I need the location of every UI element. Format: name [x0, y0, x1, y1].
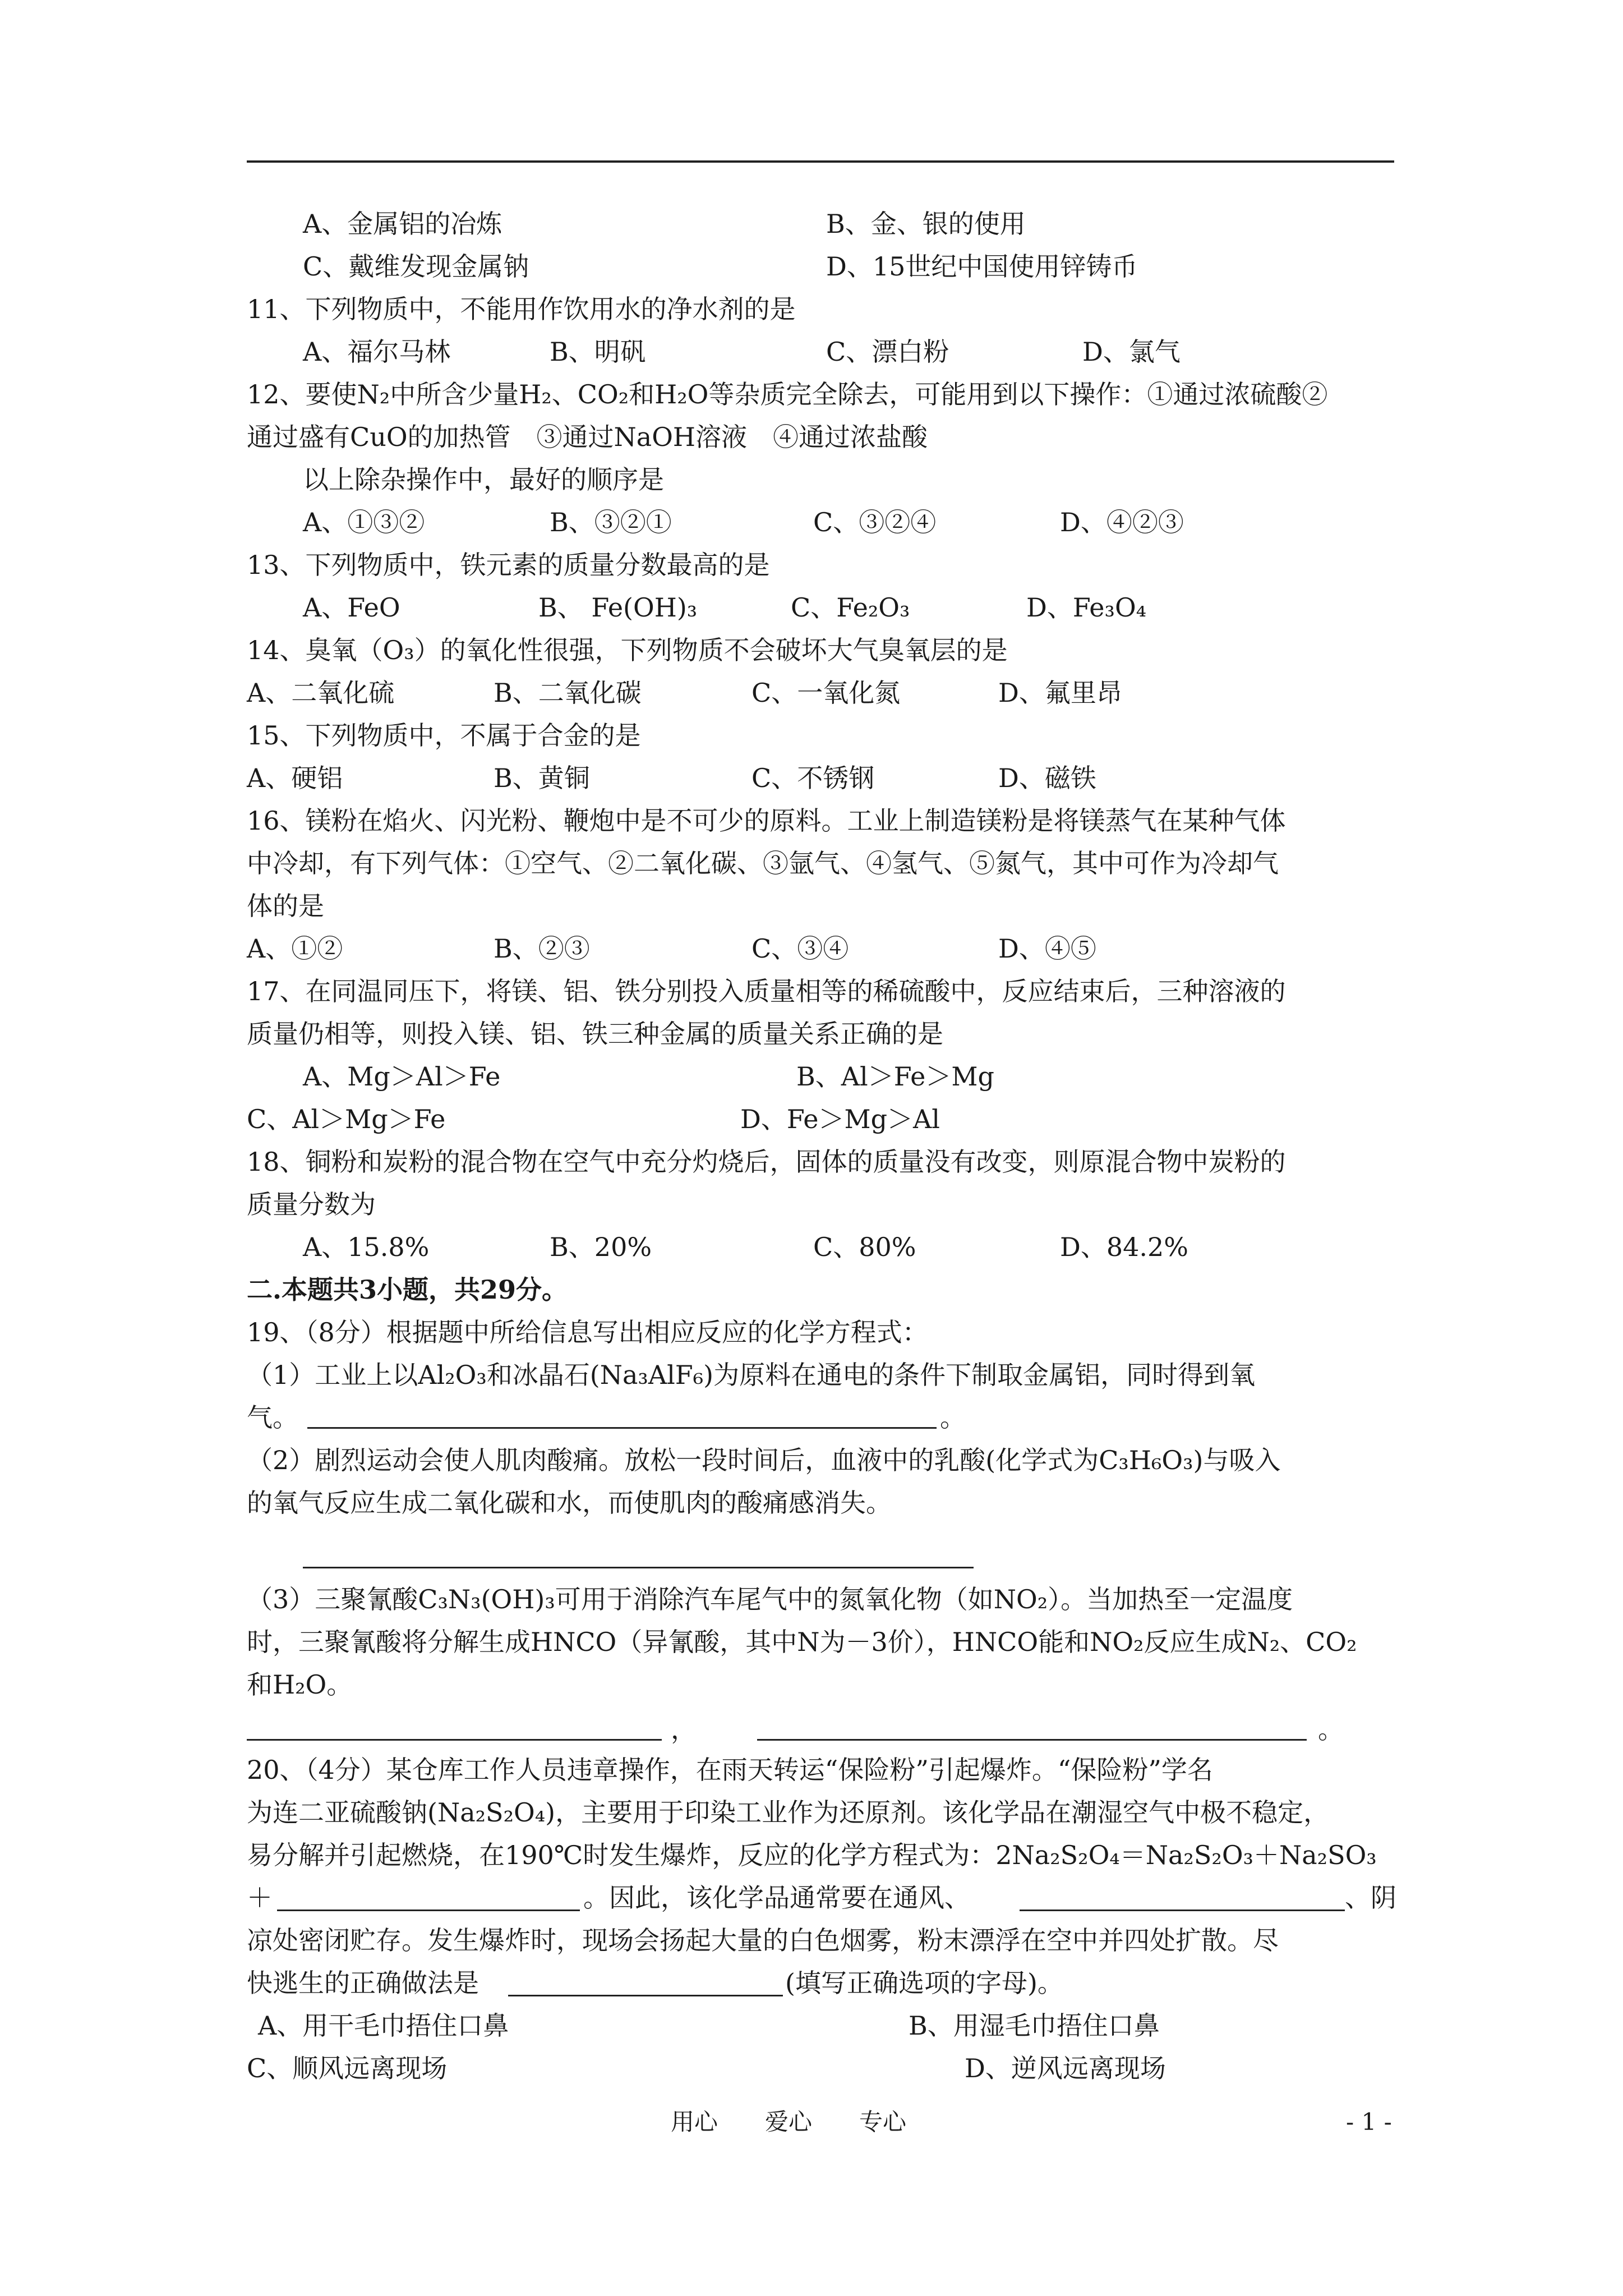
- q11-option-c: C、漂白粉: [826, 337, 949, 367]
- q19-part2-line2: 的氧气反应生成二氧化碳和水，而使肌肉的酸痛感消失。: [247, 1488, 892, 1518]
- q20-line4-plus: ＋: [247, 1883, 273, 1913]
- q13-option-b: B、 Fe(OH)₃: [538, 592, 698, 623]
- q20-option-c: C、顺风远离现场: [247, 2053, 448, 2083]
- q13-option-a: A、FeO: [303, 592, 400, 623]
- q17-option-a: A、Mg＞Al＞Fe: [303, 1061, 501, 1092]
- q19-part3-answer-blank-2[interactable]: [757, 1739, 1307, 1741]
- footer-motto: 用心 爱心 专心: [671, 2108, 907, 2136]
- q20-option-a: A、用干毛巾捂住口鼻: [258, 2010, 509, 2041]
- q19-part1-line1: （1）工业上以Al₂O₃和冰晶石(Na₃AlF₆)为原料在通电的条件下制取金属铝，同时得到氧: [247, 1360, 1256, 1390]
- q15-option-c: C、不锈钢: [751, 763, 875, 793]
- q19-part3-line3: 和H₂O。: [247, 1669, 353, 1700]
- q16-stem-line2: 中冷却，有下列气体：①空气、②二氧化碳、③氩气、④氢气、⑤氮气，其中可作为冷却气: [247, 848, 1279, 878]
- q19-part2-line1: （2）剧烈运动会使人肌肉酸痛。放松一段时间后，血液中的乳酸(化学式为C₃H₆O₃)与吸入: [247, 1445, 1281, 1475]
- q20-escape-blank[interactable]: [508, 1995, 783, 1996]
- q20-stem-line2: 为连二亚硫酸钠(Na₂S₂O₄)，主要用于印染工业作为还原剂。该化学品在潮湿空气中极不稳定，: [247, 1797, 1330, 1828]
- q13-option-d: D、Fe₃O₄: [1026, 592, 1147, 623]
- q19-part3-line2: 时，三聚氰酸将分解生成HNCO（异氰酸，其中N为－3价），HNCO能和NO₂反应生成N₂、CO₂: [247, 1627, 1357, 1657]
- section-2-heading: 二.本题共3小题，共29分。: [247, 1274, 568, 1305]
- q16-option-a: A、①②: [247, 933, 343, 964]
- q12-option-c: C、③②④: [813, 507, 937, 537]
- q16-option-d: D、④⑤: [998, 933, 1096, 964]
- q12-stem-line2: 通过盛有CuO的加热管 ③通过NaOH溶液 ④通过浓盐酸: [247, 422, 928, 452]
- q20-option-d: D、逆风远离现场: [965, 2053, 1166, 2083]
- q15-option-b: B、黄铜: [494, 763, 590, 793]
- q10-option-a: A、金属铝的冶炼: [303, 209, 502, 239]
- q19-part3-answer-blank-1[interactable]: [247, 1739, 662, 1741]
- q12-option-a: A、①③②: [303, 507, 425, 537]
- q13-option-c: C、Fe₂O₃: [791, 592, 910, 623]
- q11-option-a: A、福尔马林: [303, 337, 451, 367]
- q11-stem: 11、下列物质中，不能用作饮用水的净水剂的是: [247, 294, 796, 324]
- q10-option-d: D、15世纪中国使用锌铸币: [826, 251, 1138, 282]
- q14-option-d: D、氟里昂: [998, 678, 1122, 708]
- q14-option-c: C、一氧化氮: [751, 678, 901, 708]
- q17-stem-line2: 质量仍相等，则投入镁、铝、铁三种金属的质量关系正确的是: [247, 1019, 943, 1049]
- header-rule: [247, 160, 1394, 163]
- q19-part1-period: 。: [940, 1402, 966, 1433]
- q19-part1-answer-blank[interactable]: [307, 1427, 937, 1429]
- q12-option-d: D、④②③: [1060, 507, 1184, 537]
- q16-option-b: B、②③: [494, 933, 590, 964]
- q20-line6-start: 快逃生的正确做法是: [247, 1968, 479, 1998]
- q16-stem-line1: 16、镁粉在焰火、闪光粉、鞭炮中是不可少的原料。工业上制造镁粉是将镁蒸气在某种气体: [247, 806, 1286, 836]
- q15-option-d: D、磁铁: [998, 763, 1096, 793]
- q19-stem: 19、（8分）根据题中所给信息写出相应反应的化学方程式：: [247, 1317, 928, 1347]
- q19-part3-period: 。: [1318, 1714, 1344, 1745]
- q18-option-a: A、15.8%: [303, 1232, 430, 1262]
- q20-stem-line1: 20、（4分）某仓库工作人员违章操作，在雨天转运“保险粉”引起爆炸。“保险粉”学名: [247, 1755, 1213, 1785]
- q19-part3-line1: （3）三聚氰酸C₃N₃(OH)₃可用于消除汽车尾气中的氮氧化物（如NO₂）。当加热至一定温度: [247, 1584, 1293, 1614]
- q11-option-b: B、明矾: [550, 337, 646, 367]
- q15-option-a: A、硬铝: [247, 763, 343, 793]
- q17-stem-line1: 17、在同温同压下，将镁、铝、铁分别投入质量相等的稀硫酸中，反应结束后，三种溶液的: [247, 976, 1286, 1006]
- q14-stem: 14、臭氧（O₃）的氧化性很强，下列物质不会破坏大气臭氧层的是: [247, 635, 1008, 665]
- q12-stem-line1: 12、要使N₂中所含少量H₂、CO₂和H₂O等杂质完全除去，可能用到以下操作：①通过浓硫酸②: [247, 379, 1328, 409]
- q14-option-a: A、二氧化硫: [247, 678, 395, 708]
- q19-part3-comma: ，: [671, 1714, 697, 1745]
- q12-option-b: B、③②①: [550, 507, 672, 537]
- q20-line6-end: (填写正确选项的字母)。: [785, 1968, 1063, 1998]
- q15-stem: 15、下列物质中，不属于合金的是: [247, 720, 641, 751]
- q16-stem-line3: 体的是: [247, 891, 324, 921]
- q14-option-b: B、二氧化碳: [494, 678, 642, 708]
- q11-option-d: D、氯气: [1082, 337, 1181, 367]
- q18-stem-line1: 18、铜粉和炭粉的混合物在空气中充分灼烧后，固体的质量没有改变，则原混合物中炭粉的: [247, 1147, 1286, 1177]
- q16-option-c: C、③④: [751, 933, 849, 964]
- q20-line4-end: 、阴: [1345, 1883, 1396, 1913]
- q18-option-d: D、84.2%: [1060, 1232, 1189, 1262]
- q18-option-b: B、20%: [550, 1232, 652, 1262]
- q10-option-c: C、戴维发现金属钠: [303, 251, 529, 282]
- q20-option-b: B、用湿毛巾捂住口鼻: [909, 2010, 1160, 2041]
- q18-option-c: C、80%: [813, 1232, 916, 1262]
- q20-product-blank[interactable]: [277, 1910, 580, 1911]
- page-number: - 1 -: [1346, 2108, 1392, 2136]
- q18-stem-line2: 质量分数为: [247, 1189, 376, 1220]
- q17-option-d: D、Fe＞Mg＞Al: [740, 1104, 940, 1134]
- q20-storage-blank[interactable]: [1020, 1910, 1345, 1911]
- q17-option-b: B、Al＞Fe＞Mg: [796, 1061, 994, 1092]
- q20-line4-mid: 。因此，该化学品通常要在通风、: [583, 1883, 970, 1913]
- q17-option-c: C、Al＞Mg＞Fe: [247, 1104, 446, 1134]
- q19-part1-line2: 气。: [247, 1402, 298, 1433]
- q19-part2-answer-blank[interactable]: [303, 1567, 974, 1568]
- q12-stem-line3: 以上除杂操作中，最好的顺序是: [303, 464, 664, 495]
- q10-option-b: B、金、银的使用: [826, 209, 1026, 239]
- q20-stem-line3: 易分解并引起燃烧，在190℃时发生爆炸，反应的化学方程式为：2Na₂S₂O₄＝Na₂S₂O₃＋Na₂SO₃: [247, 1840, 1377, 1870]
- q13-stem: 13、下列物质中，铁元素的质量分数最高的是: [247, 550, 770, 580]
- q20-stem-line5: 凉处密闭贮存。发生爆炸时，现场会扬起大量的白色烟雾，粉末漂浮在空中并四处扩散。尽: [247, 1925, 1279, 1955]
